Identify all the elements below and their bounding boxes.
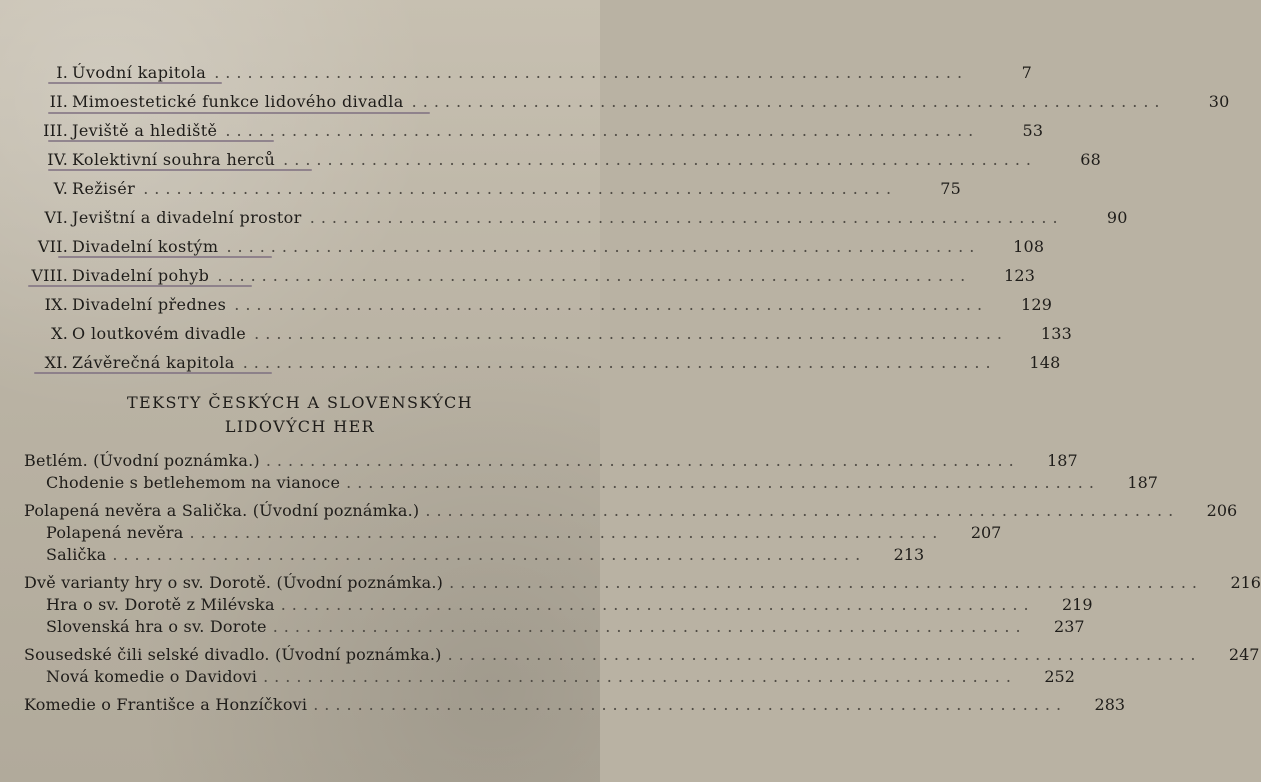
text-entry [0,594,1093,616]
chapter-entry-11 [0,348,1061,377]
text-title: Slovenská hra o sv. Dorote [46,617,267,636]
chapter-page-number: 7 [1021,63,1033,82]
text-title: Komedie o Františce a Honzíčkovi [24,695,308,714]
text-entry [0,644,1260,666]
text-entry [0,616,1085,638]
text-entry [0,472,1158,494]
chapter-number: III. [43,121,68,140]
chapter-entry-4 [0,145,1101,174]
chapter-number: VI. [44,208,68,227]
chapter-title: Jevištní a divadelní prostor [72,208,302,227]
chapter-page-number: 123 [1004,266,1036,285]
chapter-title: Režisér [72,179,136,198]
texts-list [0,450,1261,716]
chapter-page-number: 53 [1022,121,1044,140]
chapter-number: X. [51,324,68,343]
text-title: Dvě varianty hry o sv. Dorotě. (Úvodní poznámka.) [24,573,444,592]
dot-leader: .................................................................... [309,208,1064,227]
dot-leader: .................................................................... [447,645,1202,664]
text-page-number: 252 [1044,667,1075,686]
chapter-title: Mimoestetické funkce lidového divadla [72,92,404,111]
dot-leader: .................................................................... [234,295,989,314]
pencil-underline [48,112,430,114]
pencil-underline [48,140,274,142]
chapter-title: Závěrečná kapitola [72,353,235,372]
text-entry [0,450,1078,472]
dot-leader: .................................................................... [217,266,972,285]
text-entry [0,694,1126,716]
chapter-page-number: 129 [1020,295,1053,314]
chapter-page-number: 75 [940,179,962,198]
text-title: Polapená nevěra a Salička. (Úvodní poznámka.) [24,501,420,520]
text-entry [0,522,1002,544]
dot-leader: .................................................................... [265,451,1020,470]
chapter-entry-6 [0,203,1128,232]
dot-leader: .................................................................... [313,695,1068,714]
chapter-entry-1 [0,58,1033,87]
text-page-number: 247 [1228,645,1260,664]
chapter-title: Kolektivní souhra herců [72,150,276,169]
dot-leader: .................................................................... [143,179,898,198]
pencil-underline [48,169,312,171]
pencil-underline [48,82,222,84]
dot-leader: .................................................................... [263,667,1017,686]
text-page-number: 213 [893,545,925,564]
text-title: Hra o sv. Dorotě z Milévska [46,595,275,614]
text-entry [0,544,925,566]
chapter-number: II. [49,92,68,111]
chapter-title: Divadelní kostým [72,237,219,256]
chapter-number: I. [56,63,68,82]
dot-leader: .................................................................... [346,473,1100,492]
chapter-title: Jeviště a hlediště [72,121,218,140]
text-page-number: 206 [1206,501,1238,520]
chapter-entry-2 [0,87,1230,116]
text-entry [0,500,1238,522]
pencil-underline [58,256,272,258]
text-page-number: 216 [1230,573,1261,592]
chapter-number: V. [53,179,68,198]
section-heading-line-1: TEKSTY ČESKÝCH A SLOVENSKÝCH [126,393,473,412]
dot-leader: .................................................................... [283,150,1037,169]
text-title: Betlém. (Úvodní poznámka.) [24,451,260,470]
chapter-entry-9 [0,290,1053,319]
chapter-page-number: 133 [1040,324,1072,343]
text-title: Polapená nevěra [46,523,184,542]
dot-leader: .................................................................... [225,121,980,140]
dot-leader: .................................................................... [226,237,981,256]
pencil-underline [28,285,252,287]
chapter-title: Divadelní pohyb [72,266,210,285]
text-page-number: 237 [1054,617,1085,636]
chapter-page-number: 30 [1208,92,1230,111]
dot-leader: .................................................................... [272,617,1027,636]
chapter-entry-10 [0,319,1072,348]
chapter-number: IX. [44,295,68,314]
section-heading [0,391,600,439]
chapter-page-number: 148 [1029,353,1061,372]
chapter-number: IV. [47,150,68,169]
text-page-number: 283 [1094,695,1126,714]
text-page-number: 187 [1047,451,1078,470]
dot-leader: .................................................................... [242,353,997,372]
chapter-entry-8 [0,261,1036,290]
chapter-list [0,58,1230,377]
text-title: Chodenie s betlehemom na vianoce [46,473,341,492]
dot-leader: .................................................................... [112,545,867,564]
text-title: Salička [46,545,107,564]
dot-leader: .................................................................... [411,92,1166,111]
section-heading-line-2: LIDOVÝCH HER [224,417,376,436]
dot-leader: .................................................................... [280,595,1035,614]
dot-leader: .................................................................... [425,501,1180,520]
chapter-page-number: 90 [1106,208,1128,227]
chapter-number: VIII. [31,266,68,285]
dot-leader: .................................................................... [254,324,1008,343]
pencil-underline [34,372,272,374]
chapter-title: Úvodní kapitola [72,63,207,82]
dot-leader: .................................................................... [214,63,969,82]
chapter-page-number: 68 [1080,150,1101,169]
chapter-entry-7 [0,232,1045,261]
text-entry [0,666,1075,688]
chapter-number: XI. [44,353,68,372]
dot-leader: .................................................................... [189,523,944,542]
chapter-number: VII. [37,237,68,256]
text-title: Nová komedie o Davidovi [46,667,258,686]
chapter-entry-5 [0,174,962,203]
chapter-page-number: 108 [1013,237,1045,256]
chapter-entry-3 [0,116,1044,145]
text-page-number: 187 [1127,473,1158,492]
chapter-title: Divadelní přednes [72,295,227,314]
chapter-title: O loutkovém divadle [72,324,247,343]
text-page-number: 207 [970,523,1002,542]
dot-leader: .................................................................... [449,573,1203,592]
text-title: Sousedské čili selské divadlo. (Úvodní poznámka.) [24,645,442,664]
text-page-number: 219 [1061,595,1093,614]
text-entry [0,572,1261,594]
